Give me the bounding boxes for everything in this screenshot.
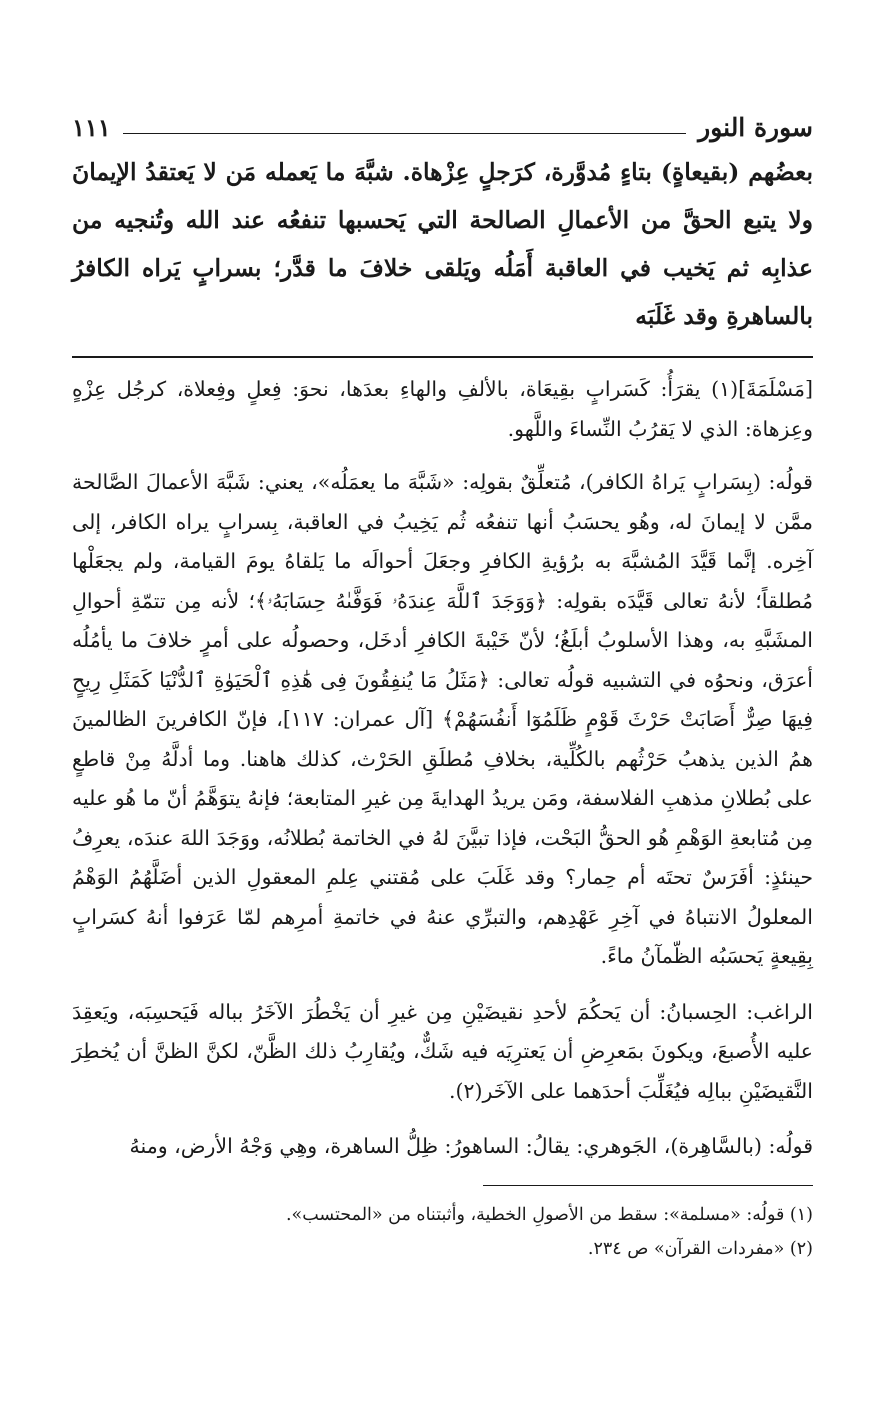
footnotes bbox=[72, 1198, 813, 1266]
footnote-2: (٢) «مفردات القرآن» ص ٢٣٤. bbox=[587, 1238, 813, 1259]
surah-title: سورة النور bbox=[698, 112, 813, 142]
commentary-paragraph-4: قولُه: (بالسَّاهِرة)، الجَوهري: يقالُ: الساهورُ: ظِلُّ الساهرة، وهِي وَجْهُ الأرض، ومنهُ bbox=[129, 1134, 813, 1158]
commentary-paragraph-2: قولُه: (بِسَرابٍ يَراهُ الكافر)، مُتعلِّقٌ بقولِه: «شَبَّهَ ما يعمَلُه»، يعني: شَبَّهَ الأعمالَ الصَّالحة ممَّن لا إيمانَ له، وهُو يحسَبُ أنها تنفعُه ثُم يَخِيبُ في العاقبة، بِسرابٍ يراه الكافر، إلى آخِره. إنَّما قَيَّدَ المُشبَّهَ به برُؤيةِ الكافرِ وجعَلَ أحوالَه ما يَلقاهُ يومَ القيامة، ولم يجعَلْها مُطلقاً؛ لأنهُ تعالى قَيَّدَه بقولِه: ﴿وَوَجَدَ ٱللَّهَ عِندَهُۥ فَوَفَّىٰهُ حِسَابَهُۥ﴾؛ لأنه مِن تتمّةِ أحوالِ المشَبَّهِ به، وهذا الأسلوبُ أبلَغُ؛ لأنّ خَيْبةَ الكافرِ أدخَل، وحصولُه على أمرٍ خلافَ ما يأمُلُه أعرَق، ونحوُه في التشبيه قولُه تعالى: ﴿مَثَلُ مَا يُنفِقُونَ فِى هَٰذِهِ ٱلْحَيَوٰةِ ٱلدُّنْيَا كَمَثَلِ رِيحٍ فِيهَا صِرٌّ أَصَابَتْ حَرْثَ قَوْمٍ ظَلَمُوٓا أَنفُسَهُمْ﴾ [آل عمران: ١١٧]، فإنّ الكافرينَ الظالمينَ همُ الذين يذهبُ حَرْثُهم بالكُلِّية، بخلافِ مُطلَقِ الحَرْث، كذلك هاهنا. وما أدلَّهُ مِنْ قاطعٍ على بُطلانِ مذهبِ الفلاسفة، ومَن يريدُ الهدايةَ مِن غيرِ المتابعة؛ فإنهُ يتوَهَّمُ أنّ ما هُو عليه مِن مُتابعةِ الوَهْمِ هُو الحقُّ البَحْت، فإذا تبيَّنَ لهُ في الخاتمة بُطلانُه، ووَجَدَ اللهَ عندَه، يعرِفُ حينئذٍ: أفَرَسٌ تحتَه أم حِمار؟ وقد غَلَبَ على مُقتني عِلمِ المعقولِ الذين أضَلَّهُمُ الوَهْمُ المعلولُ الانتباهُ في آخِرِ عَهْدِهم، والتبرِّي عنهُ في خاتمةِ أمرِهم لمّا عَرَفوا أنهُ كسَرابٍ بِقِيعةٍ يَحسَبُه الظّمآنُ ماءً. bbox=[72, 470, 814, 968]
commentary-paragraph-1: [مَسْلَمَةَ](١) يقرَأُ: كَسَرابٍ بقِيعَاة، بالألفِ والهاءِ بعدَها، نحوَ: فِعلٍ وفِعلاة، كرجُل عِزْهٍ وعِزهاة: الذي لا يَقرُبُ النِّساءَ واللَّهو. bbox=[72, 377, 813, 441]
page-number: ١١١ bbox=[72, 112, 111, 142]
header-rule bbox=[123, 133, 686, 134]
main-divider bbox=[72, 356, 813, 358]
page-header bbox=[72, 108, 813, 146]
footnote-divider bbox=[483, 1185, 813, 1186]
commentary-paragraph-3: الراغب: الحِسبانُ: أن يَحكُمَ لأحدِ نقيضَيْنِ مِن غيرِ أن يَخْطُرَ الآخَرُ بباله فَيَحسِبَه، ويَعقِدَ عليه الأُصبعَ، ويكونَ بمَعرِضِ أن يَعترِيَه فيه شَكٌّ، ويُقارِبُ ذلك الظَّنّ، لكنَّ الظنَّ أن يُخطِرَ النَّقيضَيْنِ ببالِه فيُغَلِّبَ أحدَهما على الآخَر(٢). bbox=[72, 999, 813, 1103]
main-text: بعضُهم (بقيعاةٍ) بتاءٍ مُدوَّرة، كرَجلٍ عِزْهاة. شبَّهَ ما يَعمله مَن لا يَعتقدُ الإيمانَ ولا يتبع الحقَّ من الأعمالِ الصالحة التي يَحسبها تنفعُه عند الله وتُنجيه من عذابِه ثم يَخيب في العاقبة أَمَلُه ويَلقى خلافَ ما قدَّر؛ بسرابٍ يَراه الكافرُ بالساهرةِ وقد غَلَبَه bbox=[72, 158, 813, 330]
main-text-block bbox=[72, 148, 813, 340]
footnote-1: (١) قولُه: «مسلمة»: سقط من الأصولِ الخطية، وأثبتناه من «المحتسب». bbox=[285, 1204, 813, 1225]
commentary-block bbox=[72, 370, 813, 1167]
